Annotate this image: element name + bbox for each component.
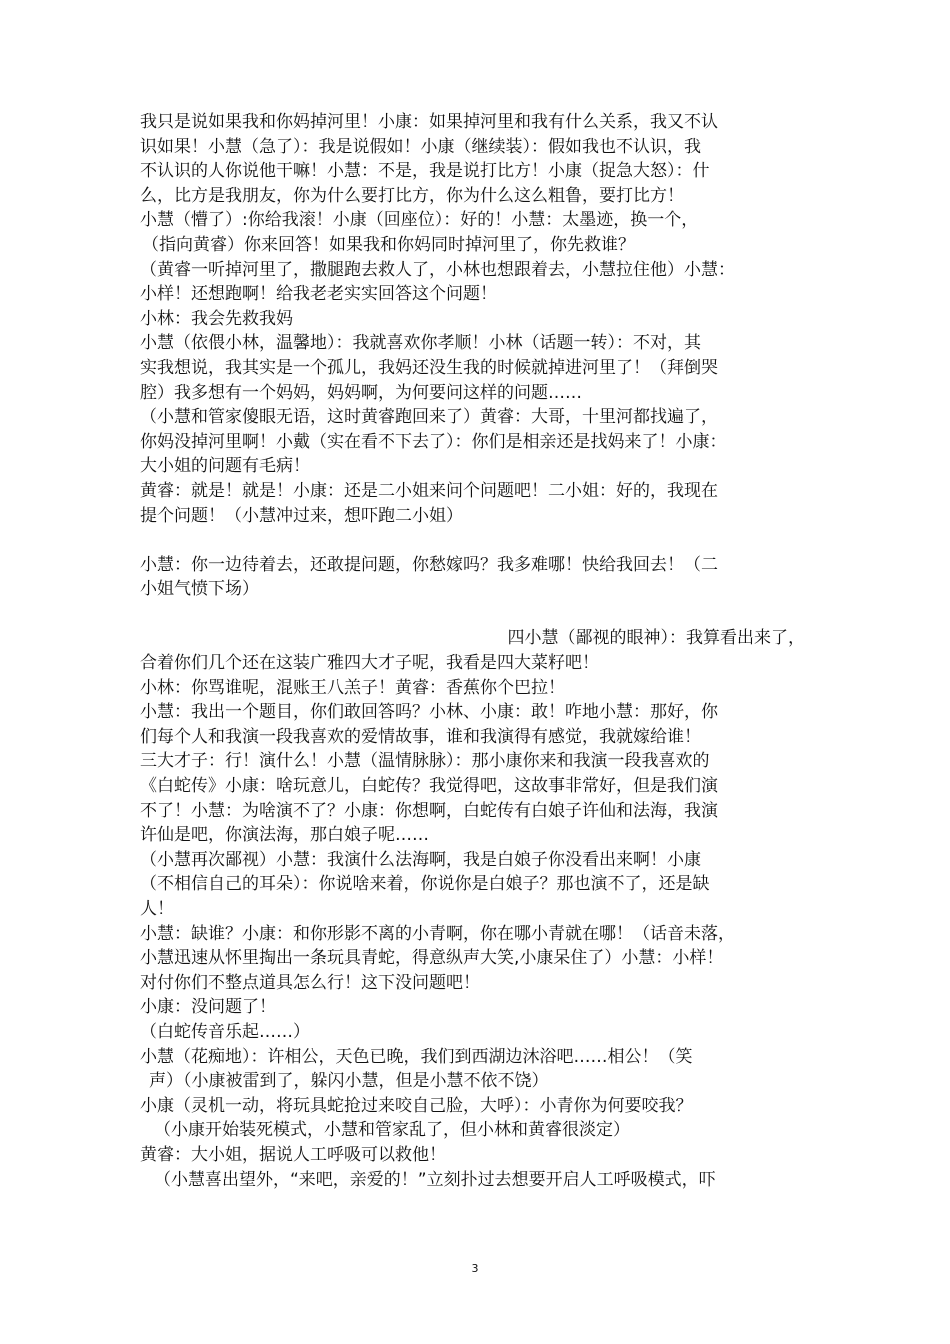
text-line: （小慧和管家傻眼无语，这时黄睿跑回来了）黄睿：大哥，十里河都找遍了，: [140, 407, 718, 428]
text-line: 们每个人和我演一段我喜欢的爱情故事，谁和我演得有感觉，我就嫁给谁！: [140, 726, 701, 747]
text-line: 黄睿：就是！就是！小康：还是二小姐来问个问题吧！二小姐：好的，我现在: [140, 480, 718, 501]
text-line: 四小慧（鄙视的眼神）：我算看出来了，: [507, 628, 805, 649]
text-line: 我只是说如果我和你妈掉河里！小康：如果掉河里和我有什么关系，我又不认: [140, 112, 718, 132]
text-line: 合着你们几个还在这装广雅四大才子呢，我看是四大菜籽吧！: [140, 653, 599, 674]
text-line: （白蛇传音乐起……）: [140, 1021, 310, 1042]
script-text-body: [140, 110, 805, 1192]
text-line: 识如果！小慧（急了）：我是说假如！小康（继续装）：假如我也不认识，我: [140, 136, 701, 157]
text-line: 小姐气愤下场）: [140, 579, 259, 600]
text-line: 小慧（懵了）:你给我滚！小康（回座位）：好的！小慧：太墨迹，换一个，: [140, 210, 699, 231]
text-line: 不了！小慧：为啥演不了？小康：你想啊，白蛇传有白娘子许仙和法海，我演: [140, 800, 718, 821]
text-line: 小样！还想跑啊！给我老老实实回答这个问题！: [140, 284, 497, 305]
text-line: 对付你们不整点道具怎么行！这下没问题吧！: [140, 972, 480, 993]
text-line: 《白蛇传》小康：啥玩意儿，白蛇传？我觉得吧，这故事非常好，但是我们演: [140, 776, 718, 797]
text-line: 小慧（花痴地）：许相公，天色已晚，我们到西湖边沐浴吧……相公！（笑: [140, 1046, 693, 1067]
text-line: 你妈没掉河里啊！小戴（实在看不下去了）：你们是相亲还是找妈来了！小康：: [140, 431, 727, 452]
text-line: （黄睿一听掉河里了，撒腿跑去救人了，小林也想跟着去，小慧拉住他）小慧：: [140, 259, 735, 280]
text-line: 小康（灵机一动，将玩具蛇抢过来咬自己脸，大呼）：小青你为何要咬我？: [140, 1095, 693, 1116]
text-line: 小慧：你一边待着去，还敢提问题，你愁嫁吗？我多难哪！快给我回去！（二: [140, 554, 718, 575]
text-line: 不认识的人你说他干嘛！小慧：不是，我是说打比方！小康（捉急大怒）：什: [140, 161, 710, 182]
text-line: 小慧迅速从怀里掏出一条玩具青蛇，得意纵声大笑,小康呆住了）小慧：小样！: [140, 948, 724, 969]
text-line: （不相信自己的耳朵）：你说啥来着，你说你是白娘子？那也演不了，还是缺: [140, 874, 710, 895]
text-line: 小慧：我出一个题目，你们敢回答吗？小林、小康：敢！咋地小慧：那好，你: [140, 702, 718, 723]
text-line: 小林：我会先救我妈: [140, 308, 293, 329]
text-line: 小慧：缺谁？小康：和你形影不离的小青啊，你在哪小青就在哪！（话音未落，: [140, 923, 735, 944]
text-line: 小康：没问题了！: [140, 997, 276, 1018]
text-line: 提个问题！（小慧冲过来，想吓跑二小姐）: [140, 505, 463, 526]
text-line: （小慧再次鄙视）小慧：我演什么法海啊，我是白娘子你没看出来啊！小康: [140, 849, 701, 870]
text-line: 小林：你骂谁呢，混账王八羔子！黄睿：香蕉你个巴拉！: [140, 677, 565, 698]
text-line: 许仙是吧，你演法海，那白娘子呢……: [140, 825, 429, 846]
text-line: 大小姐的问题有毛病！: [140, 456, 310, 477]
text-line: 声）（小康被雷到了，躲闪小慧，但是小慧不依不饶）: [149, 1071, 549, 1092]
text-line: 么，比方是我朋友，你为什么要打比方，你为什么这么粗鲁，要打比方！: [140, 185, 684, 206]
text-line: 人！: [140, 899, 174, 919]
text-line: （小康开始装死模式，小慧和管家乱了，但小林和黄睿很淡定）: [154, 1120, 630, 1141]
text-line: 腔）我多想有一个妈妈，妈妈啊，为何要问这样的问题……: [140, 382, 582, 403]
page-number: 3: [471, 1262, 479, 1275]
text-line: 小慧（依偎小林，温馨地）：我就喜欢你孝顺！小林（话题一转）：不对，其: [140, 333, 701, 354]
text-line: 三大才子：行！演什么！小慧（温情脉脉）：那小康你来和我演一段我喜欢的: [140, 751, 710, 772]
text-line: （指向黄睿）你来回答！如果我和你妈同时掉河里了，你先救谁？: [142, 234, 635, 255]
blank-line: [140, 528, 805, 553]
text-line: （小慧喜出望外，“来吧，亲爱的！”立刻扑过去想要开启人工呼吸模式，吓: [154, 1169, 716, 1190]
text-line: 黄睿：大小姐，据说人工呼吸可以救他！: [140, 1144, 446, 1165]
blank-line: [140, 602, 805, 627]
text-line: 实我想说，我其实是一个孤儿，我妈还没生我的时候就掉进河里了！（拜倒哭: [140, 357, 718, 378]
